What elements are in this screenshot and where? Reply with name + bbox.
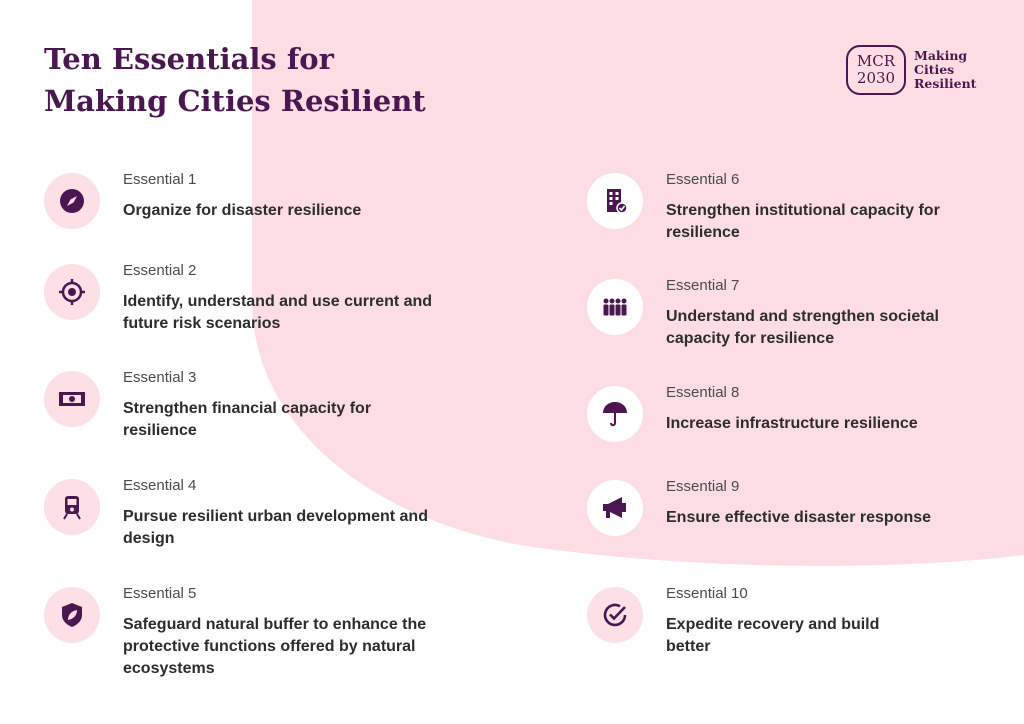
leaf-shield-icon: [44, 587, 100, 643]
train-icon: [44, 479, 100, 535]
megaphone-icon: [587, 480, 643, 536]
logo-text-line-1: Making: [914, 48, 968, 63]
essential-label: Essential 6: [666, 171, 740, 188]
essential-text: [123, 262, 463, 335]
essential-text: [123, 477, 468, 550]
essential-description: Strengthen institutional capacity for resilience: [666, 202, 940, 241]
essential-description: Organize for disaster resilience: [123, 202, 362, 219]
logo-badge-line-1: MCR: [856, 52, 896, 70]
essential-text: [666, 277, 966, 350]
compass-icon: [44, 173, 100, 229]
essential-label: Essential 9: [666, 478, 740, 495]
essential-text: [666, 384, 966, 435]
money-icon: [44, 371, 100, 427]
logo-badge: [846, 45, 906, 95]
essential-description: Pursue resilient urban development and design: [123, 508, 428, 547]
title-line-1: Ten Essentials for: [44, 42, 334, 76]
mcr2030-logo: [846, 45, 976, 95]
essential-description: Ensure effective disaster response: [666, 509, 932, 526]
essential-description: Identify, understand and use current and future risk scenarios: [123, 293, 433, 332]
essential-label: Essential 4: [123, 477, 197, 494]
title-line-2: Making Cities Resilient: [44, 84, 426, 118]
essential-text: [666, 171, 966, 244]
essential-label: Essential 7: [666, 277, 740, 294]
essential-text: [666, 478, 966, 529]
essential-text: [666, 585, 906, 658]
essential-text: [123, 369, 408, 442]
building-icon: [587, 173, 643, 229]
essential-description: Safeguard natural buffer to enhance the protective functions offered by natural ecosystems: [123, 616, 427, 677]
logo-text-line-2: Cities: [914, 62, 955, 77]
essential-label: Essential 1: [123, 171, 197, 188]
essential-description: Strengthen financial capacity for resilience: [123, 400, 372, 439]
people-icon: [587, 279, 643, 335]
essential-description: Understand and strengthen societal capacity for resilience: [666, 308, 939, 347]
essential-text: [123, 585, 468, 680]
essential-label: Essential 10: [666, 585, 748, 602]
essential-description: Increase infrastructure resilience: [666, 415, 918, 432]
page-title: [44, 38, 426, 122]
essential-text: [123, 171, 453, 222]
essential-label: Essential 2: [123, 262, 197, 279]
essential-label: Essential 8: [666, 384, 740, 401]
check-circle-icon: [587, 587, 643, 643]
logo-badge-line-2: 2030: [856, 69, 896, 87]
target-icon: [44, 264, 100, 320]
essential-description: Expedite recovery and build better: [666, 616, 880, 655]
logo-wordmark: [914, 49, 976, 91]
essential-label: Essential 5: [123, 585, 197, 602]
essential-label: Essential 3: [123, 369, 197, 386]
logo-text-line-3: Resilient: [914, 76, 977, 91]
umbrella-icon: [587, 386, 643, 442]
